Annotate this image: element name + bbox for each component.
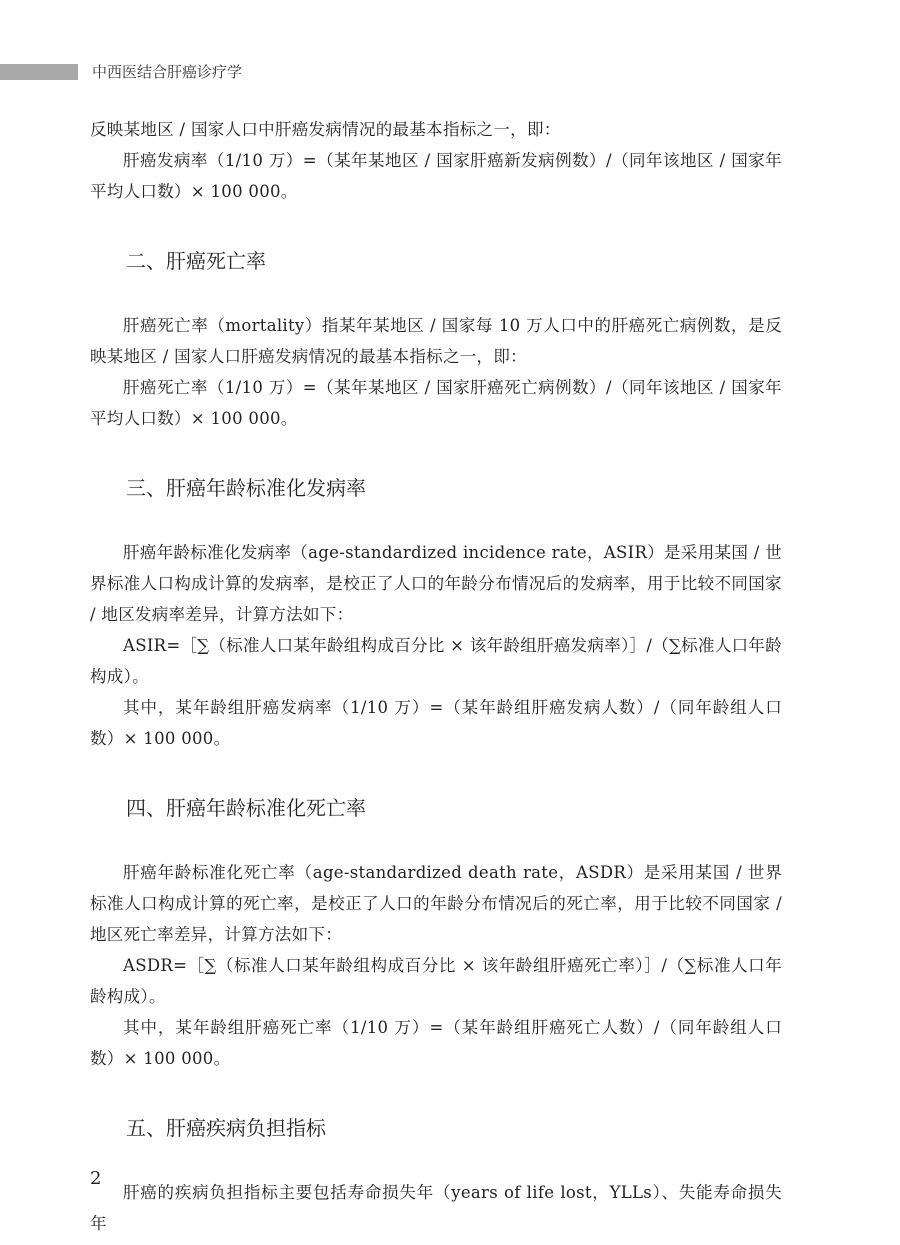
- paragraph: 肝癌年龄标准化死亡率（age-standardized death rate，ASDR）是采用某国 / 世界标准人口构成计算的死亡率，是校正了人口的年龄分布情况后的死亡率，用于比较不同国家 / 地区死亡率差异，计算方法如下：: [90, 863, 782, 944]
- section-heading: 二、肝癌死亡率: [126, 249, 266, 273]
- header-decoration-bar: [0, 64, 78, 80]
- formula-paragraph: ASIR=［∑（标准人口某年龄组构成百分比 × 该年龄组肝癌发病率）］/（∑标准人口年龄构成）。: [90, 636, 782, 686]
- paragraph: 肝癌死亡率（mortality）指某年某地区 / 国家每 10 万人口中的肝癌死亡病例数，是反映某地区 / 国家人口肝癌发病情况的最基本指标之一，即：: [90, 316, 782, 366]
- section-heading: 五、肝癌疾病负担指标: [126, 1116, 326, 1140]
- formula-paragraph: 其中，某年龄组肝癌死亡率（1/10 万）=（某年龄组肝癌死亡人数）/（同年龄组人口数）× 100 000。: [90, 1018, 782, 1068]
- section-heading: 三、肝癌年龄标准化发病率: [126, 476, 366, 500]
- formula-paragraph: 肝癌死亡率（1/10 万）=（某年某地区 / 国家肝癌死亡病例数）/（同年该地区 / 国家年平均人口数）× 100 000。: [90, 378, 782, 428]
- paragraph: 肝癌年龄标准化发病率（age-standardized incidence rate，ASIR）是采用某国 / 世界标准人口构成计算的发病率，是校正了人口的年龄分布情况后的发病率，用于比较不同国家 / 地区发病率差异，计算方法如下：: [90, 543, 782, 624]
- section-heading: 四、肝癌年龄标准化死亡率: [126, 796, 366, 820]
- page-number: 2: [90, 1168, 102, 1189]
- formula-paragraph: 其中，某年龄组肝癌发病率（1/10 万）=（某年龄组肝癌发病人数）/（同年龄组人口数）× 100 000。: [90, 698, 782, 748]
- paragraph: 反映某地区 / 国家人口中肝癌发病情况的最基本指标之一，即：: [90, 120, 561, 139]
- paragraph: 肝癌的疾病负担指标主要包括寿命损失年（years of life lost，YLLs）、失能寿命损失年: [90, 1183, 782, 1233]
- formula-paragraph: 肝癌发病率（1/10 万）=（某年某地区 / 国家肝癌新发病例数）/（同年该地区 / 国家年平均人口数）× 100 000。: [90, 151, 782, 201]
- formula-paragraph: ASDR=［∑（标准人口某年龄组构成百分比 × 该年龄组肝癌死亡率）］/（∑标准人口年龄构成）。: [90, 956, 782, 1006]
- page-body: [90, 114, 782, 1239]
- running-header-title: 中西医结合肝癌诊疗学: [92, 63, 243, 81]
